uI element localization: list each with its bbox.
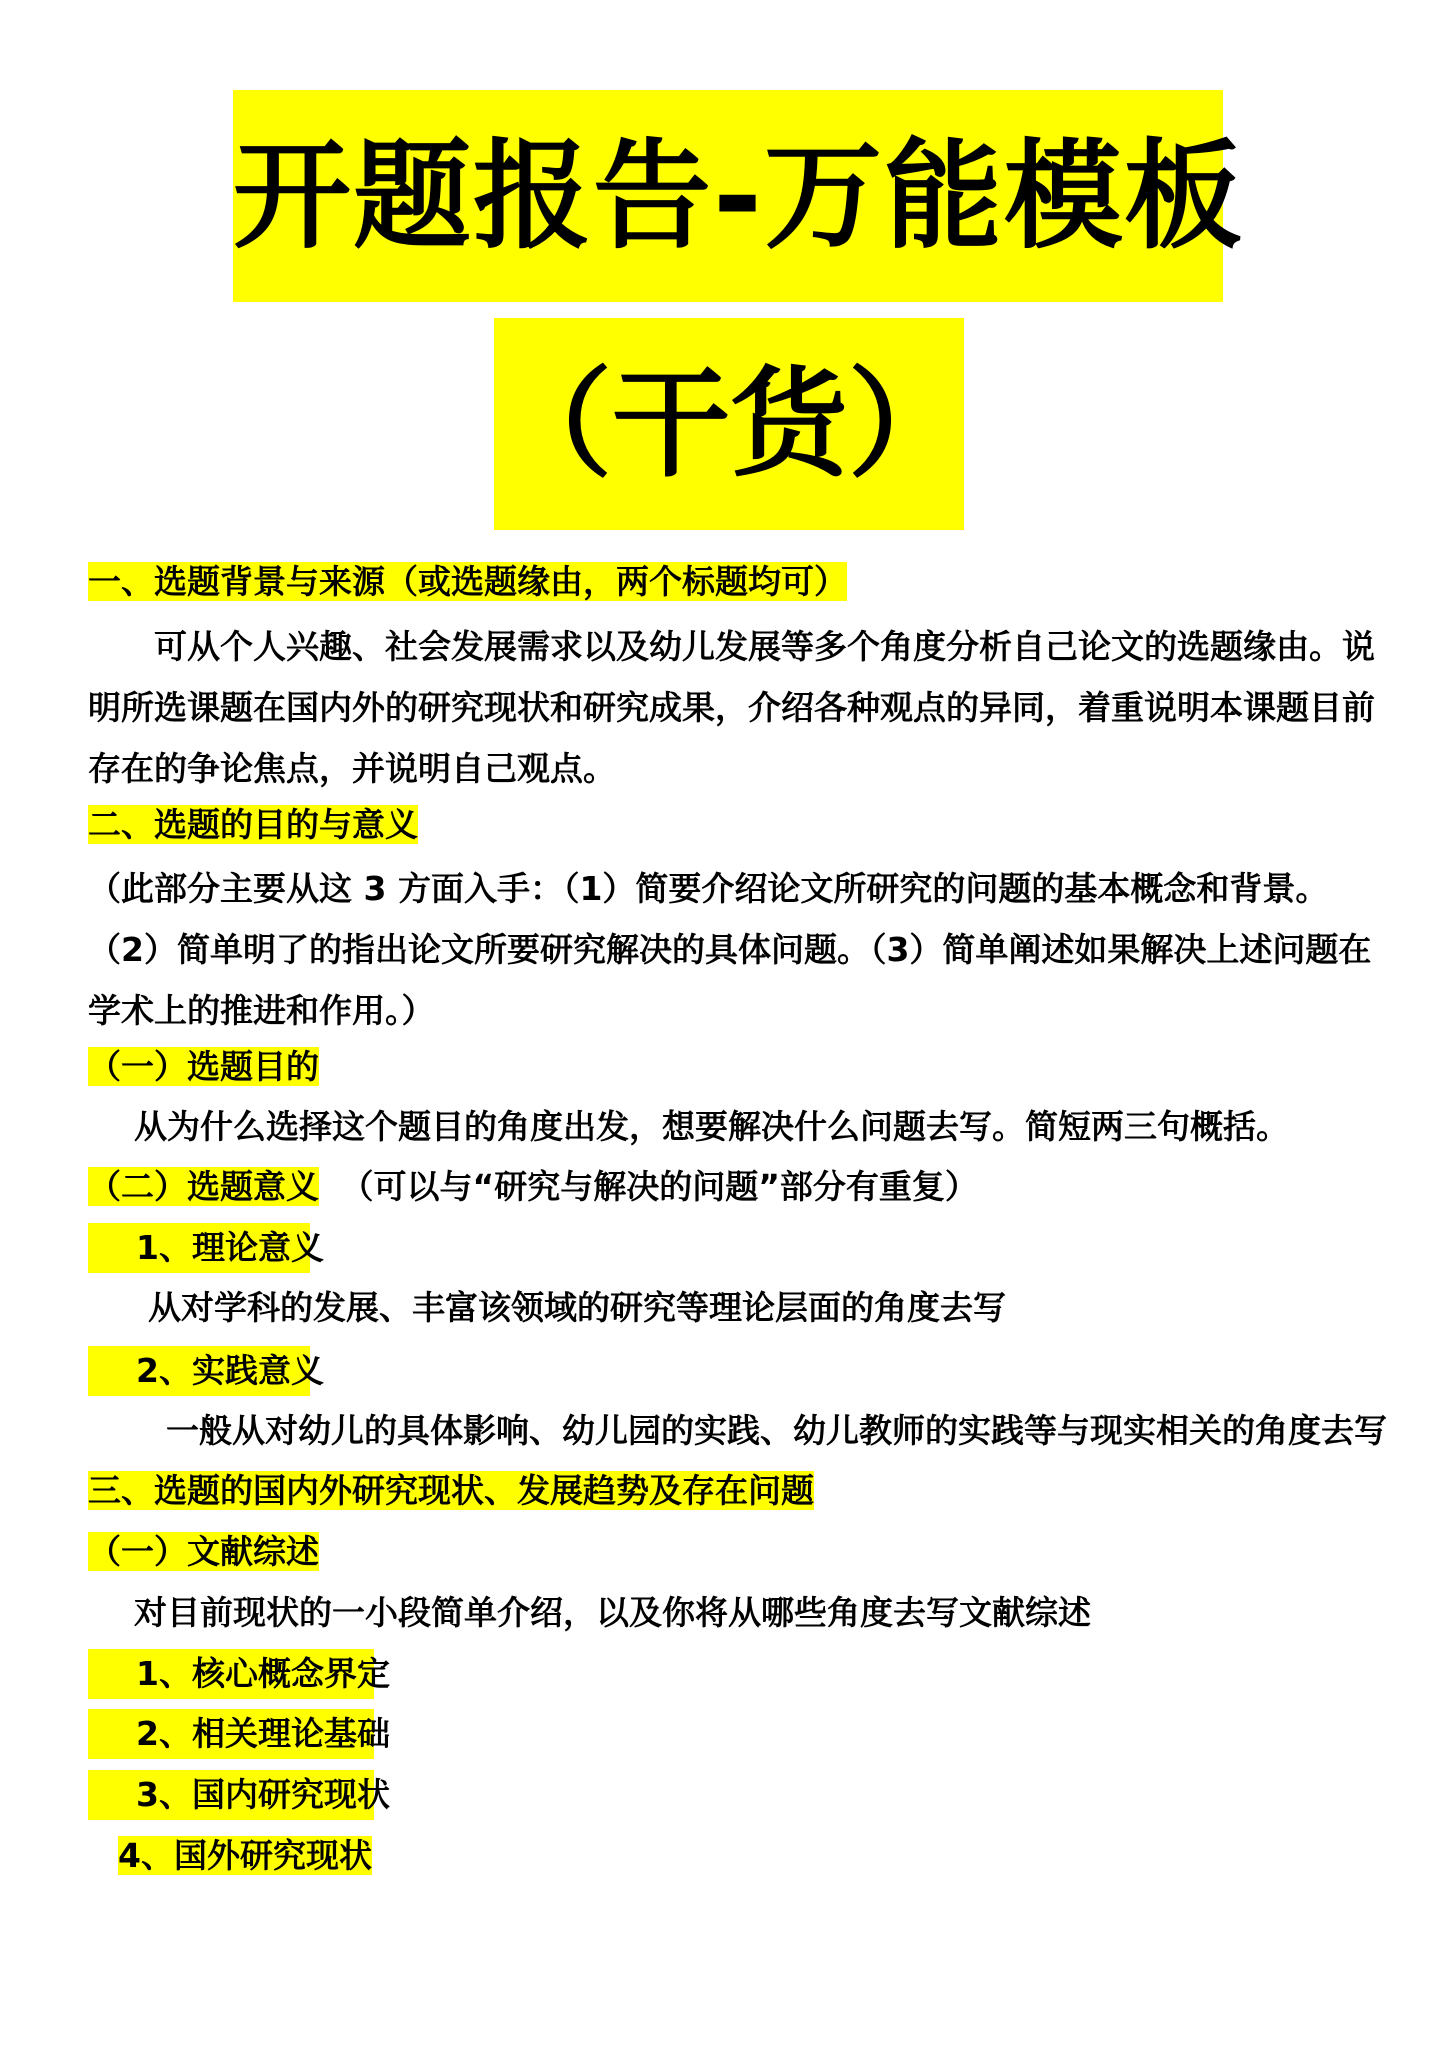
page-title: 开题报告-万能模板: [233, 90, 1223, 302]
item-practice-heading: 2、实践意义: [88, 1346, 310, 1396]
item-theory-heading: 1、理论意义: [88, 1223, 310, 1273]
section-3-sub1-heading: （一）文献综述: [88, 1532, 319, 1571]
item-theory-body: 从对学科的发展、丰富该领域的研究等理论层面的角度去写: [148, 1288, 1006, 1327]
section-3-heading: 三、选题的国内外研究现状、发展趋势及存在问题: [88, 1471, 814, 1510]
list-item: 4、国外研究现状: [118, 1836, 372, 1875]
section-1-heading: 一、选题背景与来源（或选题缘由，两个标题均可）: [88, 562, 847, 601]
section-2-sub1-heading: （一）选题目的: [88, 1047, 319, 1086]
list-item: 1、核心概念界定: [88, 1649, 374, 1699]
list-item: 3、国内研究现状: [88, 1770, 374, 1820]
item-practice-body: 一般从对幼儿的具体影响、幼儿园的实践、幼儿教师的实践等与现实相关的角度去写: [166, 1411, 1387, 1450]
page-subtitle: （干货）: [494, 318, 964, 530]
section-3-sub1-body: 对目前现状的一小段简单介绍，以及你将从哪些角度去写文献综述: [134, 1593, 1091, 1632]
section-2-body: （此部分主要从这 3 方面入手：（1）简要介绍论文所研究的问题的基本概念和背景。（2）简单明了的指出论文所要研究解决的具体问题。（3）简单阐述如果解决上述问题在学术上的推进和作用。）: [88, 869, 1372, 1030]
section-2-sub1-body: 从为什么选择这个题目的角度出发，想要解决什么问题去写。简短两三句概括。: [134, 1107, 1289, 1146]
section-2-sub2-heading: （二）选题意义: [88, 1167, 319, 1206]
list-item: 2、相关理论基础: [88, 1709, 374, 1759]
section-1-body: 可从个人兴趣、社会发展需求以及幼儿发展等多个角度分析自己论文的选题缘由。说明所选课题在国内外的研究现状和研究成果，介绍各种观点的异同，着重说明本课题目前存在的争论焦点，并说明自己观点。: [88, 627, 1375, 788]
section-2-heading: 二、选题的目的与意义: [88, 805, 418, 844]
section-2-sub2-heading-row: [88, 1162, 978, 1212]
section-2-sub2-note: （可以与“研究与解决的问题”部分有重复）: [340, 1167, 978, 1206]
